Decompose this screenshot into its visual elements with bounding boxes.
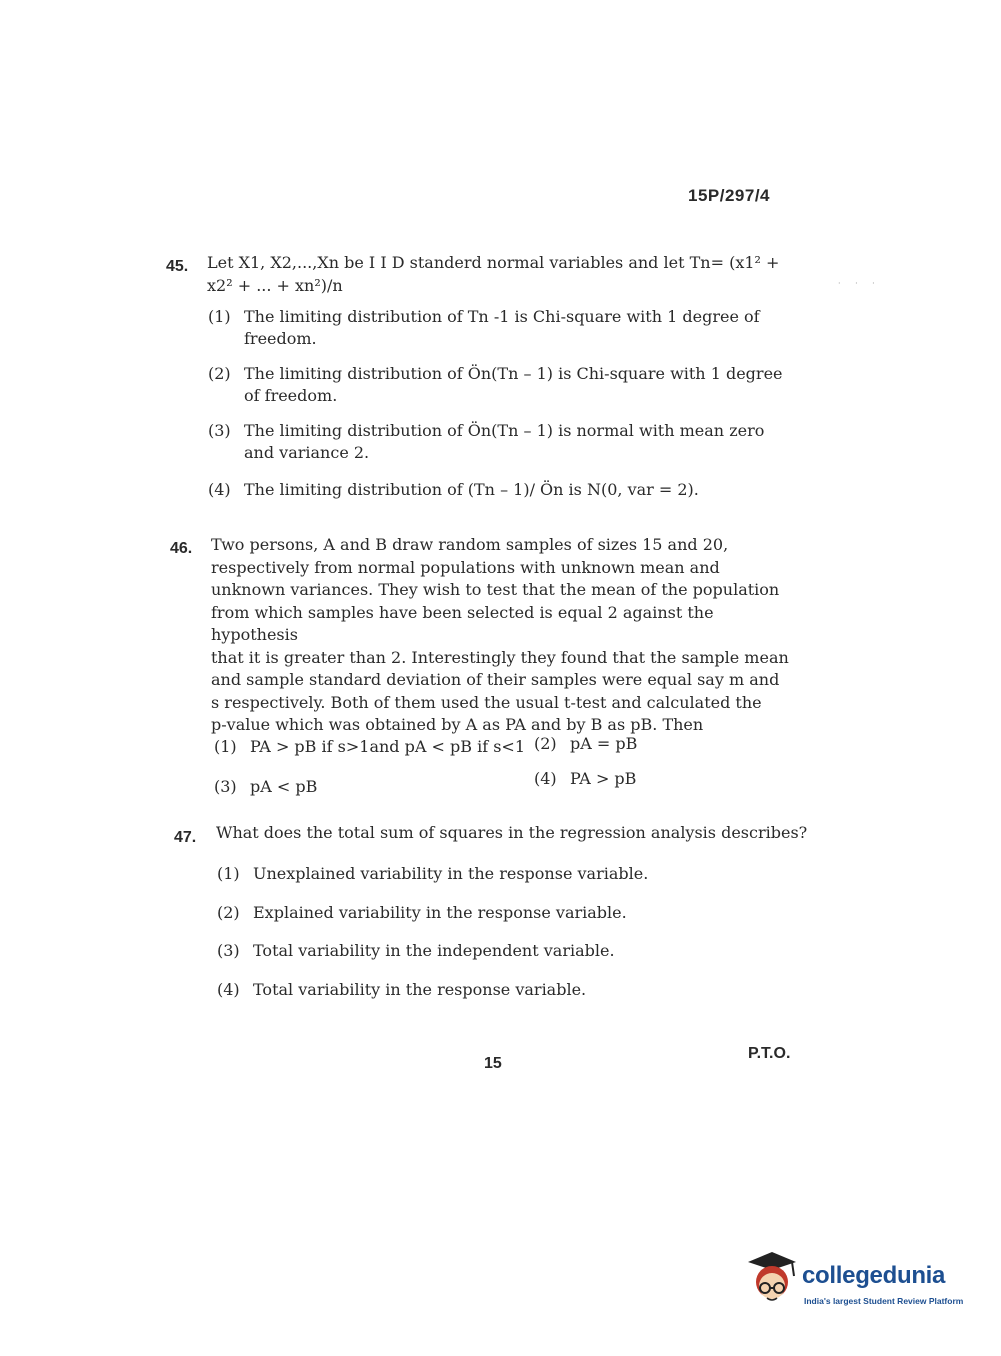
option-2: [217, 902, 777, 924]
option-number: (2): [208, 364, 231, 383]
option-text: The limiting distribution of Ön(Tn – 1) is Chi-square with 1 degree: [244, 364, 783, 383]
collegedunia-logo: [742, 1248, 972, 1318]
option-text: Unexplained variability in the response variable.: [253, 864, 649, 883]
stem-line: that it is greater than 2. Interestingly they found that the sample mean: [211, 647, 789, 667]
question-stem: [207, 252, 799, 297]
stem-line: s respectively. Both of them used the usual t-test and calculated the: [211, 692, 762, 712]
question-number: 45.: [166, 258, 189, 275]
option-4: [217, 979, 777, 1001]
option-1: [208, 306, 798, 350]
option-2: [534, 733, 734, 755]
option-1: [217, 863, 777, 885]
pto-label: P.T.O.: [748, 1045, 791, 1062]
option-text-cont: of freedom.: [244, 386, 338, 405]
stem-line: respectively from normal populations with unknown mean and: [211, 557, 720, 577]
question-number: 47.: [174, 829, 197, 846]
option-2: [208, 363, 798, 407]
question-stem: [211, 534, 801, 737]
stem-line: unknown variances. They wish to test that the mean of the population: [211, 580, 780, 599]
option-text: The limiting distribution of Ön(Tn – 1) is normal with mean zero: [244, 421, 765, 440]
page-number: 15: [484, 1055, 502, 1072]
option-text: The limiting distribution of (Tn – 1)/ Ön is N(0, var = 2).: [244, 480, 699, 499]
question-number: 46.: [170, 540, 193, 557]
option-number: (4): [534, 769, 557, 788]
option-3: [208, 420, 798, 464]
brand-name: collegedunia: [802, 1262, 946, 1289]
question-stem: What does the total sum of squares in the regression analysis describes?: [216, 823, 808, 842]
option-number: (2): [534, 734, 557, 753]
option-text: Explained variability in the response variable.: [253, 903, 627, 922]
option-text: pA = pB: [570, 734, 638, 753]
option-number: (1): [208, 307, 231, 326]
option-number: (4): [217, 980, 240, 999]
option-3: [217, 940, 777, 962]
option-number: (2): [217, 903, 240, 922]
option-number: (3): [208, 421, 231, 440]
option-text: PA > pB if s>1and pA < pB if s<1: [250, 737, 525, 756]
option-number: (4): [208, 480, 231, 499]
stem-line: p-value which was obtained by A as PA and by B as pB. Then: [211, 715, 704, 734]
option-number: (3): [214, 777, 237, 796]
mascot-icon: [742, 1248, 802, 1318]
option-text-cont: and variance 2.: [244, 443, 370, 462]
brand-tagline: India's largest Student Review Platform: [804, 1296, 964, 1306]
option-text: PA > pB: [570, 769, 637, 788]
option-text: pA < pB: [250, 777, 318, 796]
scan-specks: · · ·: [838, 279, 881, 288]
option-text: Total variability in the independent variable.: [253, 941, 615, 960]
option-4: [208, 479, 798, 501]
option-number: (3): [217, 941, 240, 960]
option-number: (1): [217, 864, 240, 883]
option-number: (1): [214, 737, 237, 756]
stem-line: and sample standard deviation of their samples were equal say m and: [211, 670, 780, 689]
option-text: The limiting distribution of Tn -1 is Chi-square with 1 degree of: [244, 307, 760, 326]
option-text: Total variability in the response variable.: [253, 980, 587, 999]
stem-line: x2² + ... + xn²)/n: [207, 275, 343, 295]
option-4: [534, 768, 734, 790]
option-text-cont: freedom.: [244, 329, 317, 348]
option-3: [214, 776, 414, 798]
stem-line: from which samples have been selected is equal 2 against the hypothesis: [211, 602, 714, 644]
paper-code: 15P/297/4: [688, 186, 771, 205]
stem-line: Two persons, A and B draw random samples of sizes 15 and 20,: [211, 535, 729, 554]
stem-line: Let X1, X2,...,Xn be I I D standerd normal variables and let Tn= (x1² +: [207, 253, 780, 272]
option-1: [214, 736, 534, 758]
